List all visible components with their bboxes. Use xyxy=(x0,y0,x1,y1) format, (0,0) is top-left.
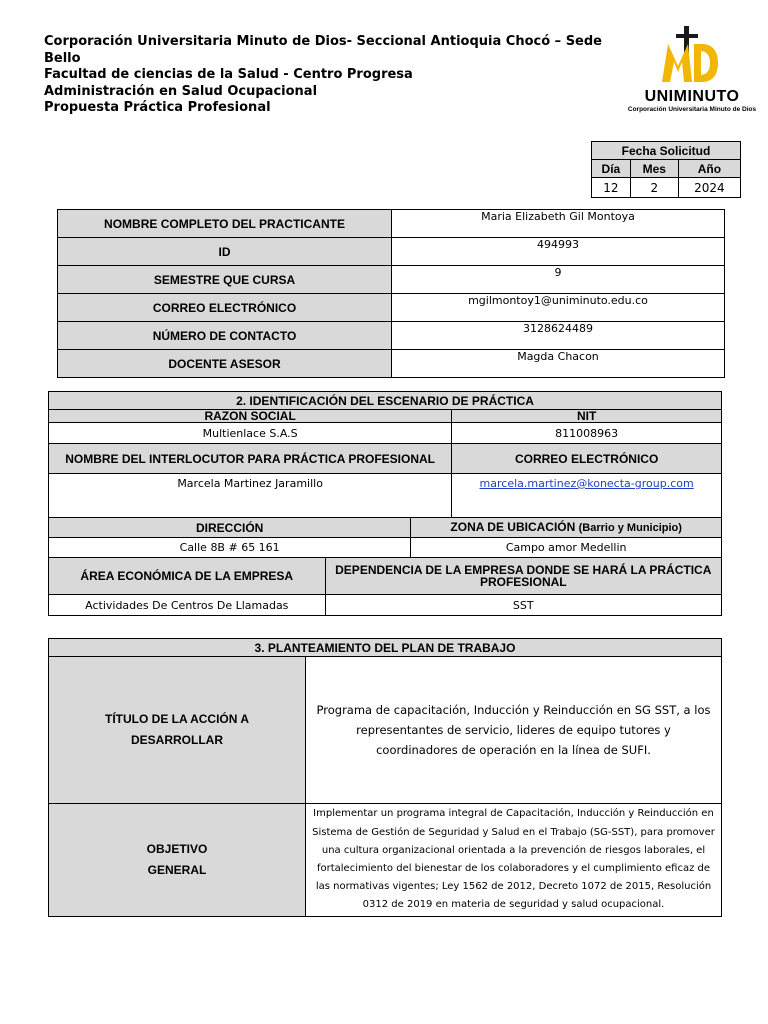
table-row xyxy=(58,238,725,266)
table-row xyxy=(58,294,725,322)
program-line: Administración en Salud Ocupacional xyxy=(44,83,318,99)
nit-value: 811008963 xyxy=(452,423,722,444)
section-2-title: 2. IDENTIFICACIÓN DEL ESCENARIO DE PRÁCTICA xyxy=(49,392,722,410)
area-economica-value: Actividades De Centros De Llamadas xyxy=(49,595,326,616)
interlocutor-value: Marcela Martinez Jaramillo xyxy=(49,474,452,518)
dependencia-value: SST xyxy=(325,595,721,616)
semestre-label: SEMESTRE QUE CURSA xyxy=(58,266,392,294)
interlocutor-label: NOMBRE DEL INTERLOCUTOR PARA PRÁCTICA PROFESIONAL xyxy=(49,444,452,474)
objetivo-general-label xyxy=(49,804,306,917)
dependencia-label: DEPENDENCIA DE LA EMPRESA DONDE SE HARÁ LA PRÁCTICA PROFESIONAL xyxy=(325,558,721,595)
interlocutor-email-link[interactable]: marcela.martinez@konecta-group.com xyxy=(479,477,694,490)
area-economica-label: ÁREA ECONÓMICA DE LA EMPRESA xyxy=(49,558,326,595)
uniminuto-logo xyxy=(618,22,764,118)
table-row xyxy=(58,266,725,294)
fecha-mes-value: 2 xyxy=(630,178,678,198)
direccion-label: DIRECCIÓN xyxy=(49,518,411,538)
objetivo-label-line1: OBJETIVO xyxy=(146,842,208,856)
table-row xyxy=(58,322,725,350)
titulo-accion-label: TÍTULO DE LA ACCIÓN A DESARROLLAR xyxy=(49,657,306,804)
logo-wordmark: UNIMINUTO xyxy=(644,88,740,105)
razon-social-value: Multienlace S.A.S xyxy=(49,423,452,444)
plan-trabajo-table xyxy=(48,638,722,917)
fecha-title: Fecha Solicitud xyxy=(592,142,741,160)
zona-label xyxy=(411,518,722,538)
practicante-name-value: Maria Elizabeth Gil Montoya xyxy=(392,210,725,238)
document-header xyxy=(44,34,604,117)
fecha-anio-value: 2024 xyxy=(678,178,740,198)
contacto-value: 3128624489 xyxy=(392,322,725,350)
fecha-col-mes: Mes xyxy=(630,160,678,178)
zona-label-main: ZONA DE UBICACIÓN xyxy=(450,520,576,534)
practicante-id-label: ID xyxy=(58,238,392,266)
document-title: Propuesta Práctica Profesional xyxy=(44,100,271,115)
nit-label: NIT xyxy=(452,410,722,423)
objetivo-general-value: Implementar un programa integral de Capacitación, Inducción y Reinducción en Sistema de Gestión de Seguridad y Salud en el Trabajo (SG-SST), para promover una cultura organizacional orientada a la prevención de riesgos laborales, el fortalecimiento del bienestar de los colaboradores y el cumplimiento eficaz de las normativas vigentes; Ley 1562 de 2012, Decreto 1072 de 2015, Resolución 0312 de 2019 en materia de seguridad y salud ocupacional. xyxy=(306,804,722,917)
interlocutor-correo-label: CORREO ELECTRÓNICO xyxy=(452,444,722,474)
direccion-value: Calle 8B # 65 161 xyxy=(49,538,411,558)
contacto-label: NÚMERO DE CONTACTO xyxy=(58,322,392,350)
fecha-solicitud-table xyxy=(591,141,741,198)
razon-social-label: RAZON SOCIAL xyxy=(49,410,452,423)
section-3-title: 3. PLANTEAMIENTO DEL PLAN DE TRABAJO xyxy=(49,639,722,657)
escenario-table xyxy=(48,391,722,616)
practicante-name-label: NOMBRE COMPLETO DEL PRACTICANTE xyxy=(58,210,392,238)
logo-subtitle: Corporación Universitaria Minuto de Dios xyxy=(627,106,757,113)
table-row xyxy=(58,210,725,238)
faculty-line: Facultad de ciencias de la Salud - Centro Progresa xyxy=(44,67,413,82)
zona-label-sub: (Barrio y Municipio) xyxy=(578,522,682,534)
fecha-col-dia: Día xyxy=(592,160,631,178)
objetivo-label-line2: GENERAL xyxy=(147,863,207,877)
institution-line: Corporación Universitaria Minuto de Dios- Seccional Antioquia Chocó – Sede Bello xyxy=(44,34,602,66)
fecha-col-anio: Año xyxy=(678,160,740,178)
semestre-value: 9 xyxy=(392,266,725,294)
practicante-id-value: 494993 xyxy=(392,238,725,266)
md-logo-mark-icon xyxy=(618,22,764,88)
correo-value: mgilmontoy1@uniminuto.edu.co xyxy=(392,294,725,322)
fecha-dia-value: 12 xyxy=(592,178,631,198)
zona-value: Campo amor Medellin xyxy=(411,538,722,558)
docente-value: Magda Chacon xyxy=(392,350,725,378)
table-row xyxy=(58,350,725,378)
correo-label: CORREO ELECTRÓNICO xyxy=(58,294,392,322)
titulo-accion-value: Programa de capacitación, Inducción y Reinducción en SG SST, a los representantes de servicio, lideres de equipo tutores y coordinadores de operación en la línea de SUFI. xyxy=(306,657,722,804)
docente-label: DOCENTE ASESOR xyxy=(58,350,392,378)
practicante-table xyxy=(57,209,725,378)
